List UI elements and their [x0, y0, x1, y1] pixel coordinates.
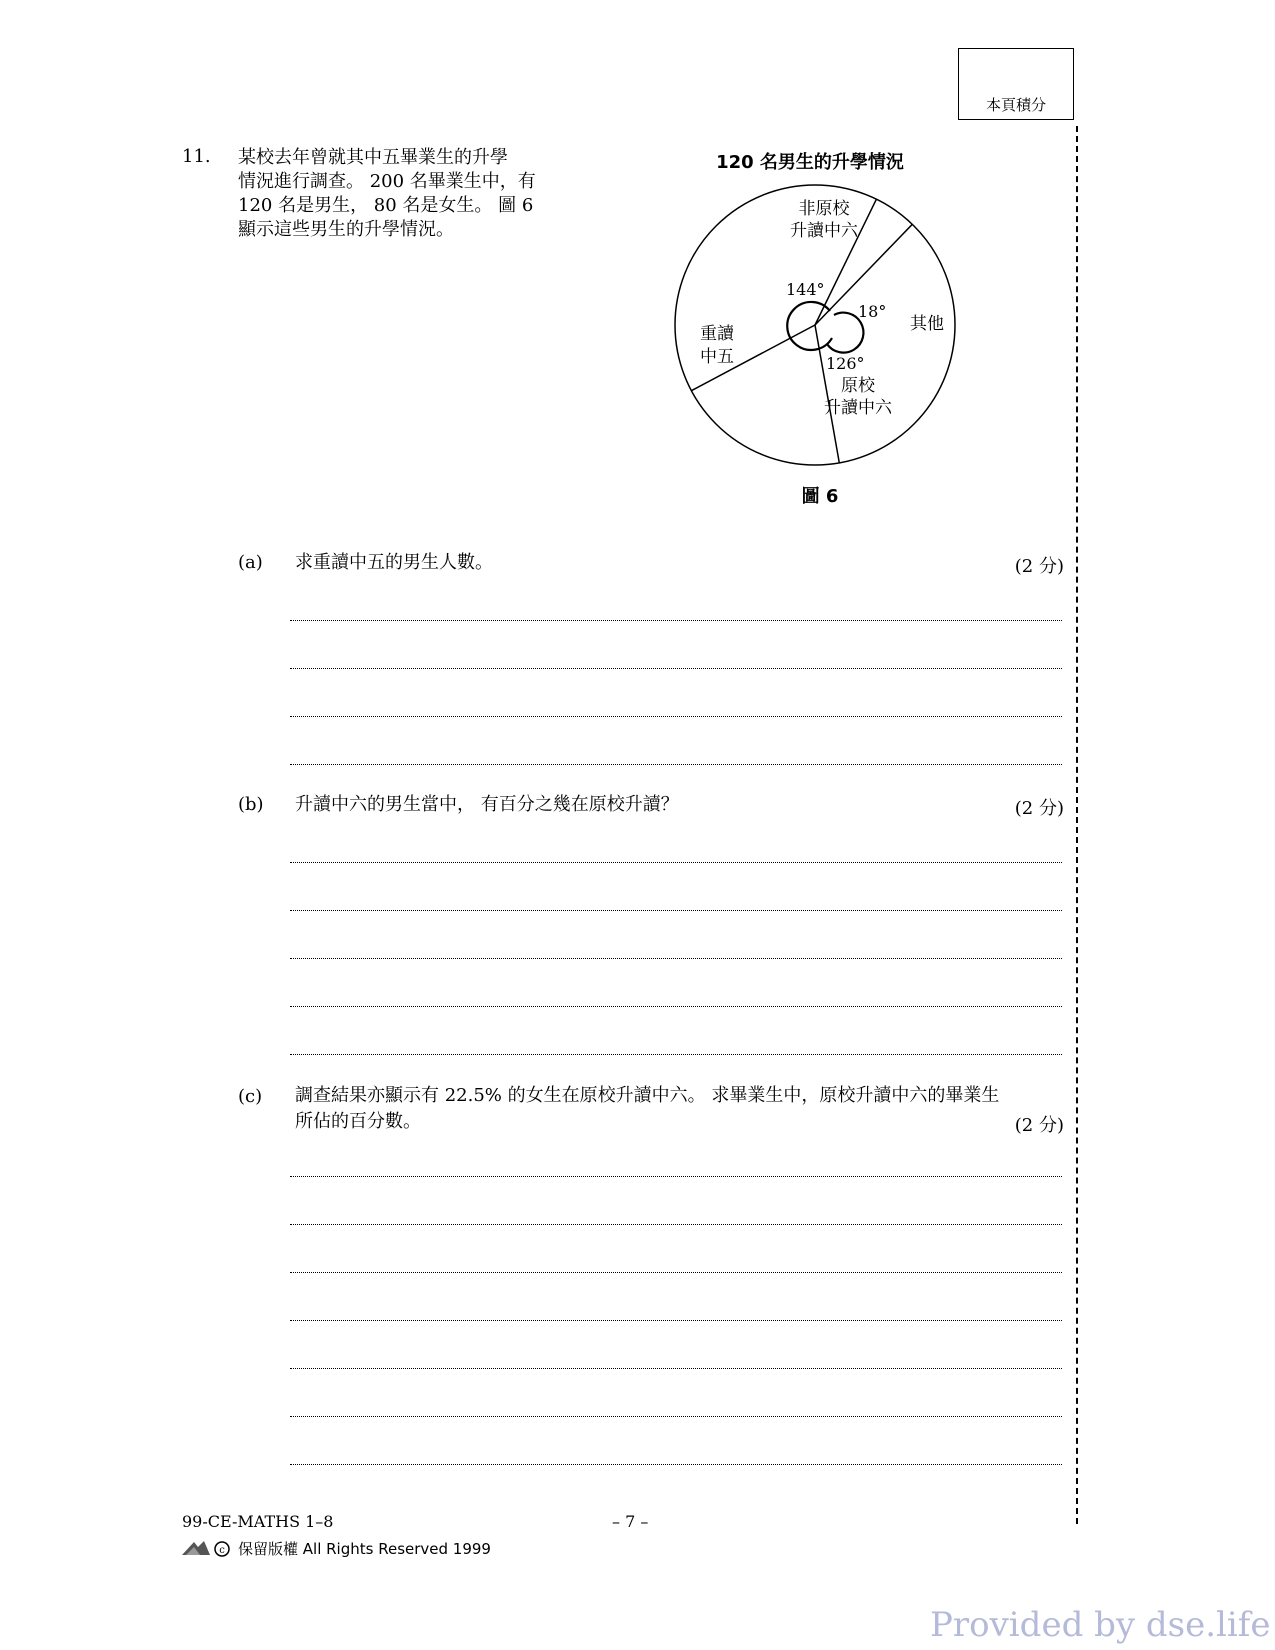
- watermark-text: Provided by dse.life: [930, 1605, 1271, 1645]
- intro-line: 120 名是男生， 80 名是女生。 圖 6: [238, 195, 534, 216]
- sector-label: 升讀中六: [790, 221, 858, 241]
- answer-line: [290, 862, 1062, 863]
- answer-line: [290, 1054, 1062, 1055]
- part-c-marks: (2 分): [1014, 1115, 1064, 1136]
- part-c-text-line2: 所佔的百分數。: [295, 1111, 421, 1132]
- sector-label: 其他: [910, 314, 944, 334]
- answer-line: [290, 1320, 1062, 1321]
- answer-line: [290, 1272, 1062, 1273]
- svg-text:c: c: [219, 1545, 225, 1556]
- part-c-text-line1: 調查結果亦顯示有 22.5% 的女生在原校升讀中六。 求畢業生中，原校升讀中六的畢業生: [295, 1085, 1000, 1106]
- angle-arc-144: [787, 302, 832, 350]
- angle-label-126: 126°: [826, 354, 865, 373]
- chart-title: 120 名男生的升學情況: [716, 152, 904, 173]
- angle-label-144: 144°: [786, 280, 825, 299]
- part-b-text: 升讀中六的男生當中， 有百分之幾在原校升讀？: [295, 794, 679, 815]
- part-a-marks: (2 分): [1014, 556, 1064, 577]
- answer-line: [290, 1368, 1062, 1369]
- sector-label: 重讀: [700, 324, 734, 344]
- answer-line: [290, 1176, 1062, 1177]
- intro-line: 情況進行調查。 200 名畢業生中，有: [238, 171, 536, 192]
- part-c-label: (c): [238, 1086, 263, 1107]
- page-number: – 7 –: [612, 1512, 649, 1531]
- question-number: 11.: [182, 146, 211, 167]
- sector-label: 原校: [841, 376, 875, 396]
- intro-line: 顯示這些男生的升學情況。: [238, 219, 454, 240]
- page-score-box: [958, 48, 1074, 120]
- margin-dashed-line: [1076, 126, 1078, 1524]
- part-a-label: (a): [238, 552, 263, 573]
- sector-label: 升讀中六: [824, 398, 892, 418]
- answer-line: [290, 958, 1062, 959]
- question-intro: [238, 146, 558, 242]
- figure-caption: 圖 6: [801, 486, 839, 507]
- part-a-text: 求重讀中五的男生人數。: [295, 552, 493, 573]
- sector-label: 中五: [700, 347, 734, 367]
- answer-line: [290, 1006, 1062, 1007]
- copyright-text: 保留版權 All Rights Reserved 1999: [238, 1540, 491, 1558]
- hkeaa-logo-icon: [180, 1538, 232, 1558]
- answer-line: [290, 716, 1062, 717]
- answer-line: [290, 1416, 1062, 1417]
- page-score-label: 本頁積分: [985, 96, 1046, 114]
- part-b-label: (b): [238, 794, 264, 815]
- sector-label: 非原校: [798, 199, 850, 219]
- answer-line: [290, 764, 1062, 765]
- pie-chart: [660, 170, 970, 480]
- answer-line: [290, 910, 1062, 911]
- angle-label-18: 18°: [858, 302, 887, 321]
- part-b-marks: (2 分): [1014, 798, 1064, 819]
- paper-code: 99-CE-MATHS 1–8: [182, 1512, 334, 1531]
- intro-line: 某校去年曾就其中五畢業生的升學: [238, 147, 508, 168]
- answer-line: [290, 1464, 1062, 1465]
- answer-line: [290, 1224, 1062, 1225]
- answer-line: [290, 620, 1062, 621]
- answer-line: [290, 668, 1062, 669]
